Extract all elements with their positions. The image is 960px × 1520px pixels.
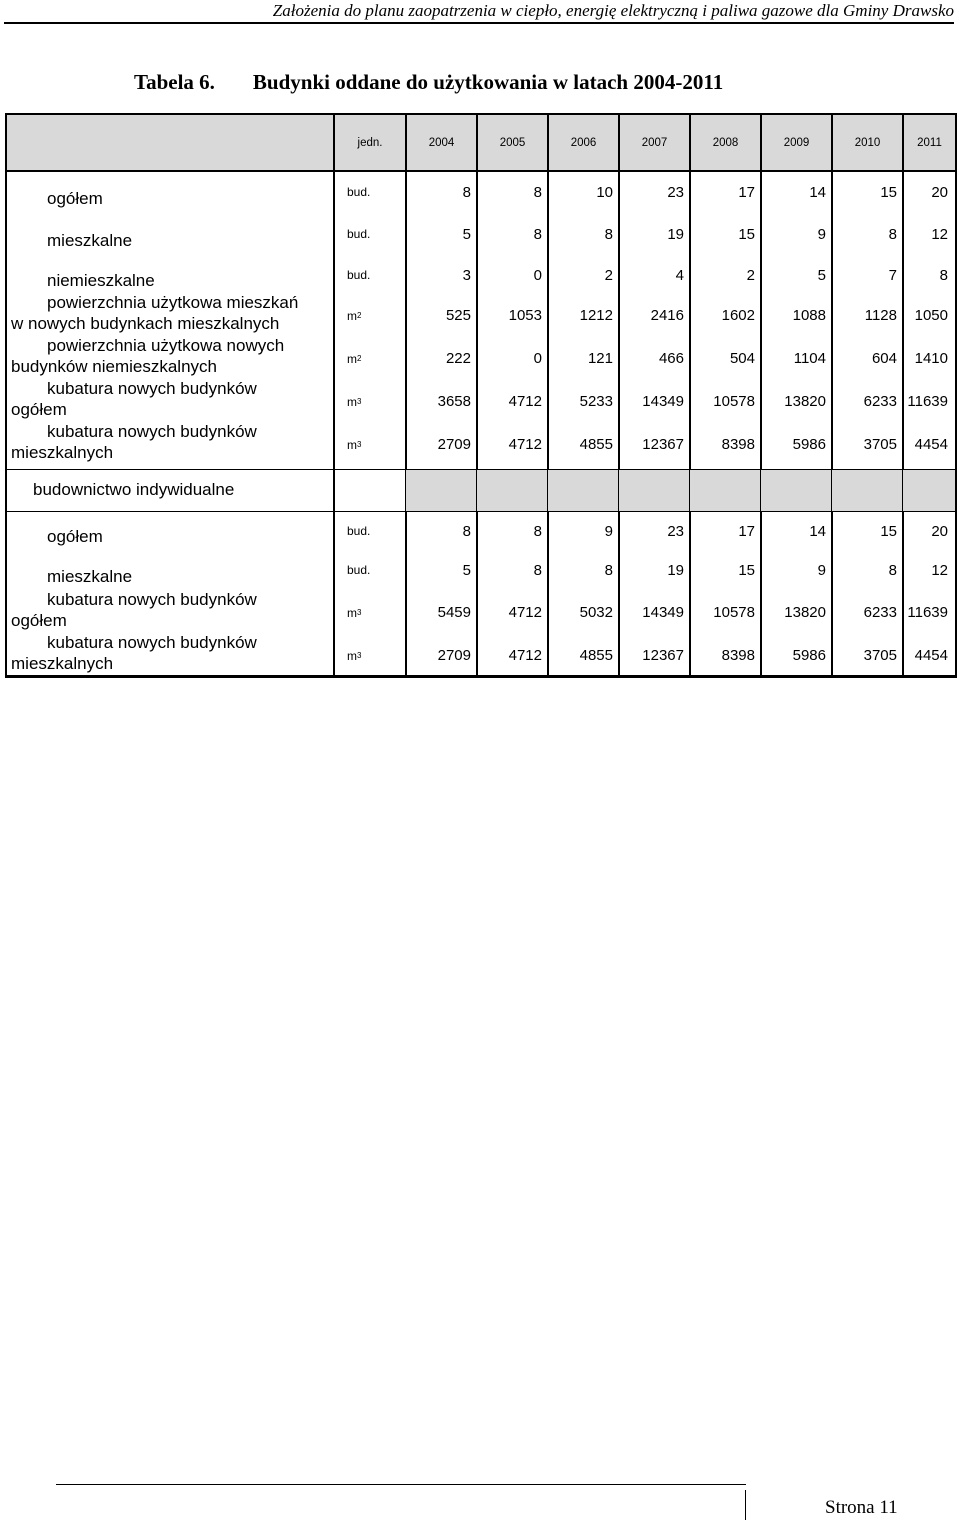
table-row	[7, 381, 955, 422]
value-cell: 3705	[863, 436, 897, 453]
unit-text: m	[347, 648, 357, 663]
table-row	[7, 173, 955, 211]
value-cell: 20	[931, 522, 948, 540]
value-cell: 15	[738, 561, 755, 579]
row-unit	[347, 592, 405, 633]
running-header: Założenia do planu zaopatrzenia w ciepło, energię elektryczną i paliwa gazowe dla Gminy Drawsko	[272, 1, 954, 20]
table-header-row	[7, 115, 955, 170]
row-label	[11, 635, 329, 676]
unit-superscript: 2	[357, 311, 362, 320]
value-cell: 12	[931, 561, 948, 579]
value-cell: 9	[817, 225, 826, 243]
row-label-line: budynków niemieszkalnych	[11, 357, 217, 376]
row-unit	[347, 338, 405, 379]
unit-text: bud.	[347, 524, 371, 538]
table-number: Tabela 6.	[134, 70, 215, 94]
value-cell: 4	[675, 266, 684, 284]
table-row	[7, 513, 955, 549]
value-cell: 10578	[713, 604, 755, 621]
value-cell: 17	[738, 522, 755, 540]
row-label	[11, 215, 329, 253]
header-year-cell: 2008	[689, 115, 760, 170]
value-cell: 15	[880, 522, 897, 540]
footer-divider	[745, 1490, 746, 1520]
value-cell: 4855	[579, 436, 613, 453]
value-cell: 4454	[914, 436, 948, 453]
table-row	[7, 215, 955, 253]
value-cell: 8	[939, 266, 948, 284]
value-cell: 604	[871, 350, 897, 367]
row-unit	[347, 424, 405, 465]
row-label	[11, 551, 329, 589]
value-cell: 1050	[914, 307, 948, 324]
value-cell: 3658	[437, 393, 471, 410]
table-row	[7, 424, 955, 465]
section-band-cell	[832, 469, 902, 511]
value-cell: 1212	[579, 307, 613, 324]
value-cell: 4855	[579, 647, 613, 664]
value-cell: 6233	[863, 604, 897, 621]
row-label-line: powierzchnia użytkowa nowych	[47, 336, 285, 355]
data-table	[5, 113, 957, 676]
row-label-line: kubatura nowych budynków	[47, 590, 257, 609]
row-label-line: mieszkalnych	[11, 443, 114, 462]
row-label-line: kubatura nowych budynków	[47, 422, 257, 441]
row-label-line: mieszkalnych	[11, 654, 114, 673]
value-cell: 5986	[792, 436, 826, 453]
value-cell: 12367	[642, 436, 684, 453]
row-unit	[347, 215, 405, 253]
value-cell: 5986	[792, 647, 826, 664]
section-band-cell	[406, 469, 476, 511]
row-label-line: ogółem	[47, 189, 103, 208]
value-cell: 5	[817, 266, 826, 284]
table-row	[7, 592, 955, 633]
row-label-line: ogółem	[11, 611, 67, 630]
row-label-line: kubatura nowych budynków	[47, 379, 257, 398]
row-label-line: kubatura nowych budynków	[47, 633, 257, 652]
value-cell: 0	[533, 266, 542, 284]
unit-text: bud.	[347, 268, 371, 282]
unit-text: bud.	[347, 227, 371, 241]
value-cell: 8	[888, 225, 897, 243]
value-cell: 13820	[784, 393, 826, 410]
unit-superscript: 3	[357, 651, 362, 660]
row-unit	[347, 551, 405, 589]
value-cell: 15	[738, 225, 755, 243]
value-cell: 10578	[713, 393, 755, 410]
value-cell: 5032	[579, 604, 613, 621]
section-band-cell	[548, 469, 618, 511]
value-cell: 4712	[508, 436, 542, 453]
row-label	[11, 338, 329, 379]
header-unit-cell: jedn.	[333, 115, 405, 170]
value-cell: 3705	[863, 647, 897, 664]
row-label	[11, 173, 329, 211]
table-title: Budynki oddane do użytkowania w latach 2004-2011	[252, 70, 724, 94]
value-cell: 8	[533, 522, 542, 540]
value-cell: 222	[445, 350, 471, 367]
row-label-line: ogółem	[11, 400, 67, 419]
unit-superscript: 3	[357, 440, 362, 449]
unit-superscript: 3	[357, 397, 362, 406]
value-cell: 4712	[508, 393, 542, 410]
value-cell: 525	[445, 307, 471, 324]
header-year-cell: 2005	[476, 115, 547, 170]
value-cell: 20	[931, 183, 948, 201]
value-cell: 5	[462, 561, 471, 579]
row-label-line: w nowych budynkach mieszkalnych	[11, 314, 280, 333]
table-bottom-border	[5, 675, 957, 678]
value-cell: 8	[604, 225, 613, 243]
row-unit	[347, 513, 405, 549]
value-cell: 7	[888, 266, 897, 284]
unit-superscript: 3	[357, 608, 362, 617]
value-cell: 1128	[864, 307, 897, 324]
row-label-line: mieszkalne	[47, 567, 133, 586]
value-cell: 23	[667, 183, 684, 201]
unit-text: bud.	[347, 185, 371, 199]
header-year-cell: 2010	[831, 115, 902, 170]
table-row	[7, 551, 955, 589]
table-row	[7, 635, 955, 676]
value-cell: 8	[533, 561, 542, 579]
table-caption	[134, 70, 723, 95]
value-cell: 19	[667, 225, 684, 243]
value-cell: 5233	[579, 393, 613, 410]
unit-superscript: 2	[357, 354, 362, 363]
value-cell: 12	[931, 225, 948, 243]
row-label	[11, 295, 329, 336]
header-rule	[4, 22, 954, 24]
row-unit	[347, 295, 405, 336]
value-cell: 9	[817, 561, 826, 579]
row-unit	[347, 635, 405, 676]
value-cell: 12367	[642, 647, 684, 664]
value-cell: 14	[809, 183, 826, 201]
value-cell: 23	[667, 522, 684, 540]
section-band-cell	[619, 469, 689, 511]
value-cell: 0	[533, 350, 542, 367]
value-cell: 8	[604, 561, 613, 579]
footer-rule	[56, 1484, 746, 1485]
band-bottom-line	[7, 511, 955, 512]
value-cell: 14349	[642, 604, 684, 621]
value-cell: 8398	[721, 647, 755, 664]
unit-text: m	[347, 394, 357, 409]
value-cell: 8398	[721, 436, 755, 453]
value-cell: 19	[667, 561, 684, 579]
value-cell: 4454	[914, 647, 948, 664]
header-year-cell: 2007	[618, 115, 689, 170]
unit-text: m	[347, 605, 357, 620]
row-unit	[347, 381, 405, 422]
value-cell: 504	[729, 350, 755, 367]
section-label: budownictwo indywidualne	[33, 480, 235, 499]
value-cell: 5459	[437, 604, 471, 621]
value-cell: 11639	[907, 393, 948, 410]
header-year-cell: 2011	[902, 115, 955, 170]
page-number: Strona 11	[825, 1497, 898, 1518]
value-cell: 17	[738, 183, 755, 201]
value-cell: 4712	[508, 647, 542, 664]
row-label-line: mieszkalne	[47, 231, 133, 250]
band-top-line	[7, 469, 955, 470]
header-year-cell: 2004	[405, 115, 476, 170]
value-cell: 9	[604, 522, 613, 540]
section-band-cell	[477, 469, 547, 511]
unit-text: m	[347, 437, 357, 452]
value-cell: 121	[587, 350, 613, 367]
value-cell: 8	[462, 183, 471, 201]
unit-text: bud.	[347, 563, 371, 577]
value-cell: 2	[746, 266, 755, 284]
value-cell: 8	[533, 183, 542, 201]
value-cell: 2416	[650, 307, 684, 324]
header-year-cell: 2009	[760, 115, 831, 170]
value-cell: 1410	[914, 350, 948, 367]
header-separator	[7, 170, 955, 172]
row-label	[11, 592, 329, 633]
value-cell: 6233	[863, 393, 897, 410]
unit-text: m	[347, 308, 357, 323]
value-cell: 10	[596, 183, 613, 201]
row-label	[11, 513, 329, 549]
value-cell: 13820	[784, 604, 826, 621]
unit-text: m	[347, 351, 357, 366]
section-band-cell	[903, 469, 955, 511]
value-cell: 1104	[793, 350, 826, 367]
row-label-line: powierzchnia użytkowa mieszkań	[47, 293, 299, 312]
section-band-cell	[761, 469, 831, 511]
value-cell: 8	[533, 225, 542, 243]
table-row	[7, 295, 955, 336]
value-cell: 466	[658, 350, 684, 367]
value-cell: 1088	[792, 307, 826, 324]
table-row	[7, 257, 955, 293]
row-label-line: niemieszkalne	[47, 271, 155, 290]
table-row	[7, 338, 955, 379]
row-unit	[347, 257, 405, 293]
value-cell: 11639	[907, 604, 948, 621]
value-cell: 1602	[721, 307, 755, 324]
section-band-cell	[690, 469, 760, 511]
value-cell: 15	[880, 183, 897, 201]
row-label	[11, 381, 329, 422]
row-label	[11, 424, 329, 465]
header-label-cell	[7, 115, 333, 170]
value-cell: 8	[888, 561, 897, 579]
header-year-cell: 2006	[547, 115, 618, 170]
value-cell: 8	[462, 522, 471, 540]
value-cell: 1053	[508, 307, 542, 324]
value-cell: 2709	[437, 436, 471, 453]
row-label	[11, 257, 329, 293]
value-cell: 2709	[437, 647, 471, 664]
row-unit	[347, 173, 405, 211]
value-cell: 14	[809, 522, 826, 540]
value-cell: 4712	[508, 604, 542, 621]
value-cell: 14349	[642, 393, 684, 410]
value-cell: 3	[462, 266, 471, 284]
row-label-line: ogółem	[47, 527, 103, 546]
value-cell: 2	[604, 266, 613, 284]
value-cell: 5	[462, 225, 471, 243]
